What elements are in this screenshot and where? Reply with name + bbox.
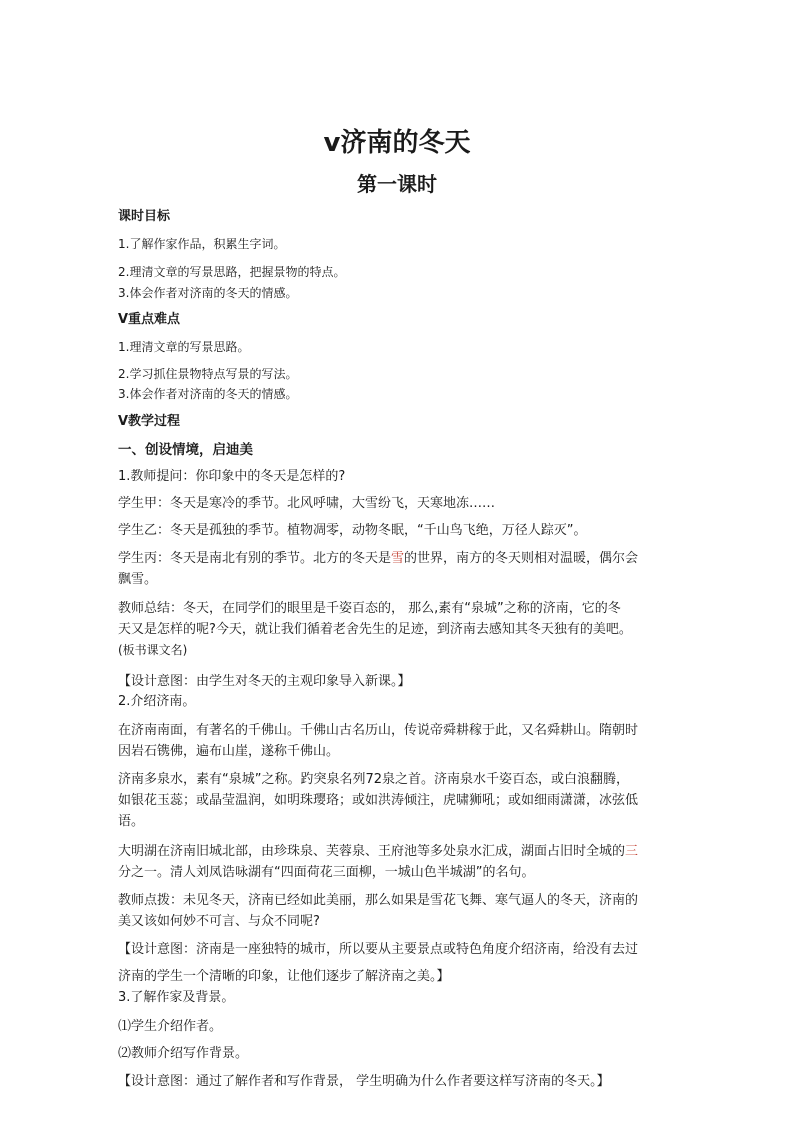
teacher-summary-line2: 天又是怎样的呢?今天，就让我们循着老舍先生的足迹，到济南去感知其冬天独有的美吧。 xyxy=(118,622,632,637)
teacher-summary-line3: (板书课文名) xyxy=(118,643,188,657)
student-a-answer: 学生甲：冬天是寒冷的季节。北风呼啸，大雪纷飞，天寒地冻…… xyxy=(118,496,496,511)
student-c-text-b: 的世界，南方的冬天则相对温暖，偶尔会 xyxy=(404,551,639,566)
highlighted-three: 三 xyxy=(625,844,639,859)
goal-item: 3.体会作者对济南的冬天的情感。 xyxy=(118,286,298,300)
student-c-answer-line2: 飘雪。 xyxy=(118,572,158,587)
design-intent-3: 【设计意图：通过了解作者和写作背景， 学生明确为什么作者要这样写济南的冬天。】 xyxy=(118,1074,610,1089)
goal-item: 2.理清文章的写景思路，把握景物的特点。 xyxy=(118,265,346,279)
goals-heading: 课时目标 xyxy=(118,209,171,224)
highlighted-snow: 雪 xyxy=(391,551,405,566)
lake-paragraph-line2: 分之一。清人刘凤诰咏湖有“四面荷花三面柳，一城山色半城湖”的名句。 xyxy=(118,865,535,880)
key-point-item: 1.理清文章的写景思路。 xyxy=(118,340,250,354)
part1-heading: 一、创设情境，启迪美 xyxy=(118,442,253,458)
lake-text-a: 大明湖在济南旧城北部，由珍珠泉、芙蓉泉、王府池等多处泉水汇成，湖面占旧时全城的 xyxy=(118,844,626,859)
teacher-hint-line1: 教师点拨：未见冬天，济南已经如此美丽，那么如果是雪花飞舞、寒气逼人的冬天，济南的 xyxy=(118,893,639,908)
teacher-hint-line2: 美又该如何妙不可言、与众不同呢? xyxy=(118,914,320,929)
qianfo-paragraph-line2: 因岩石镌佛，遍布山崖，遂称千佛山。 xyxy=(118,744,340,759)
goal-item: 1.了解作家作品，积累生字词。 xyxy=(118,237,286,251)
process-heading: V教学过程 xyxy=(118,414,181,429)
teacher-question-1: 1.教师提问：你印象中的冬天是怎样的? xyxy=(118,469,346,484)
design-intent-2-line2: 济南的学生一个清晰的印象，让他们逐步了解济南之美。】 xyxy=(118,969,450,984)
design-intent-1: 【设计意图：由学生对冬天的主观印象导入新课。】 xyxy=(118,674,411,689)
question-3-sub-1: ⑴学生介绍作者。 xyxy=(118,1019,223,1034)
teacher-summary-line1: 教师总结：冬天，在同学们的眼里是千姿百态的， 那么,素有“泉城”之称的济南，它的冬 xyxy=(118,601,621,616)
page-title: v济南的冬天 xyxy=(323,128,471,158)
teacher-question-2: 2.介绍济南。 xyxy=(118,694,196,709)
student-c-answer-line1 xyxy=(118,551,638,567)
student-b-answer: 学生乙：冬天是孤独的季节。植物凋零，动物冬眠，“千山鸟飞绝，万径人踪灭”。 xyxy=(118,523,587,538)
student-c-text-a: 学生丙：冬天是南北有别的季节。北方的冬天是 xyxy=(118,551,392,566)
teacher-question-3: 3.了解作家及背景。 xyxy=(118,990,235,1005)
key-point-item: 2.学习抓住景物特点写景的写法。 xyxy=(118,367,298,381)
key-points-heading: V重点难点 xyxy=(118,312,181,327)
spring-paragraph-line1: 济南多泉水，素有“泉城”之称。趵突泉名列72泉之首。济南泉水千姿百态，或白浪翻腾， xyxy=(118,772,630,787)
design-intent-2-line1: 【设计意图：济南是一座独特的城市，所以要从主要景点或特色角度介绍济南，给没有去过 xyxy=(118,942,639,957)
question-3-sub-2: ⑵教师介绍写作背景。 xyxy=(118,1046,249,1061)
qianfo-paragraph-line1: 在济南南面，有著名的千佛山。千佛山古名历山，传说帝舜耕稼于此，又名舜耕山。隋朝时 xyxy=(118,723,639,738)
page-subtitle: 第一课时 xyxy=(357,172,437,196)
lake-paragraph-line1 xyxy=(118,844,638,860)
key-point-item: 3.体会作者对济南的冬天的情感。 xyxy=(118,387,298,401)
spring-paragraph-line3: 语。 xyxy=(118,814,145,829)
spring-paragraph-line2: 如银花玉蕊；或晶莹温润，如明珠璎珞；或如洪涛倾注，虎啸狮吼；或如细雨潇潇，冰弦低 xyxy=(118,793,639,808)
